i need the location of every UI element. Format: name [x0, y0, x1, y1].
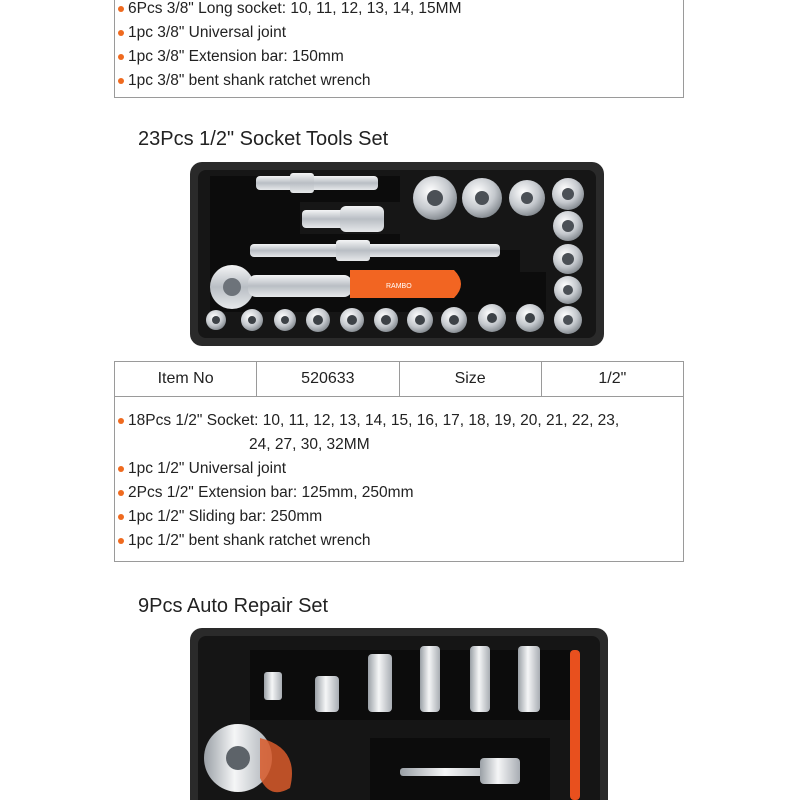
size-value: 1/2": [598, 370, 627, 387]
set-23-title: 23Pcs 1/2" Socket Tools Set: [138, 128, 389, 150]
set-9-title: 9Pcs Auto Repair Set: [138, 595, 329, 617]
auto-repair-tray-photo: [190, 628, 608, 800]
list-item: 1pc 1/2" Universal joint: [115, 457, 683, 481]
bullet-icon: [118, 490, 124, 496]
top-set-contents: [115, 0, 683, 93]
set-23-contents: [115, 409, 683, 553]
spec-table-row: [114, 361, 684, 397]
list-item: 1pc 1/2" bent shank ratchet wrench: [115, 529, 683, 553]
ratchet-brand-label: RAMBO: [386, 283, 412, 290]
set-23-list-box: [114, 396, 684, 562]
socket-set-tray-photo: [190, 162, 604, 346]
list-item: 1pc 3/8" bent shank ratchet wrench: [115, 69, 683, 93]
bullet-icon: [118, 538, 124, 544]
bullet-icon: [118, 514, 124, 520]
list-item: 18Pcs 1/2" Socket: 10, 11, 12, 13, 14, 15, 16, 17, 18, 19, 20, 21, 22, 23, 24, 27, 30, 32MM: [115, 409, 683, 457]
item-no-label: Item No: [115, 362, 257, 396]
list-item: 1pc 3/8" Universal joint: [115, 21, 683, 45]
bullet-icon: [118, 6, 124, 12]
list-item: 2Pcs 1/2" Extension bar: 125mm, 250mm: [115, 481, 683, 505]
size-label: Size: [400, 362, 542, 396]
bullet-icon: [118, 30, 124, 36]
bullet-icon: [118, 418, 124, 424]
list-item: 1pc 1/2" Sliding bar: 250mm: [115, 505, 683, 529]
list-item: 1pc 3/8" Extension bar: 150mm: [115, 45, 683, 69]
list-item: 6Pcs 3/8" Long socket: 10, 11, 12, 13, 14, 15MM: [115, 0, 683, 21]
item-no-value: 520633: [257, 362, 399, 396]
bullet-icon: [118, 466, 124, 472]
top-set-list-box: [114, 0, 684, 98]
bullet-icon: [118, 54, 124, 60]
bullet-icon: [118, 78, 124, 84]
